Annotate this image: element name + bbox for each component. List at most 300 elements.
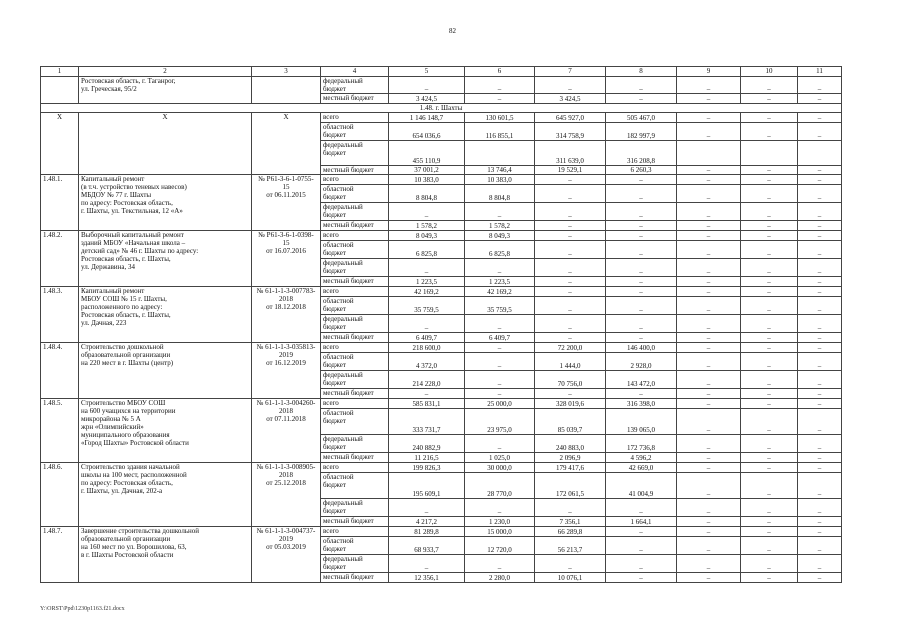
funding-source: областной бюджет <box>321 409 389 435</box>
amount-cell: 1 146 148,7 <box>389 113 465 123</box>
amount-cell: – <box>741 527 798 537</box>
amount-cell: – <box>465 343 535 353</box>
funding-source: местный бюджет <box>321 389 389 399</box>
funding-source: всего <box>321 113 389 123</box>
amount-cell: – <box>741 537 798 555</box>
amount-cell: 42 169,2 <box>389 287 465 297</box>
amount-cell: 30 000,0 <box>465 463 535 473</box>
amount-cell <box>798 141 842 166</box>
amount-cell: 8 804,8 <box>389 185 465 203</box>
funding-source: всего <box>321 343 389 353</box>
amount-cell: – <box>798 399 842 409</box>
amount-cell: – <box>741 371 798 389</box>
amount-cell: – <box>798 453 842 463</box>
item-name: Строительство МБОУ СОШ на 600 учащихся на территории микрорайона № 5 А жрн «Олимпийский» муниципального образования «Город Шахты» Ростовской области <box>79 399 252 463</box>
amount-cell: – <box>606 185 677 203</box>
amount-cell: – <box>535 297 606 315</box>
item-name: Выборочный капитальный ремонт зданий МБОУ «Начальная школа – детский сад» № 46 г. Шахты по адресу: Ростовская область, г. Шахты, ул. Державина, 34 <box>79 231 252 287</box>
amount-cell: 6 825,8 <box>465 241 535 259</box>
amount-cell: 66 289,8 <box>535 527 606 537</box>
amount-cell: 146 400,0 <box>606 343 677 353</box>
amount-cell: – <box>677 473 741 499</box>
column-number: 4 <box>321 67 389 77</box>
amount-cell: – <box>677 499 741 517</box>
amount-cell: – <box>798 77 842 94</box>
amount-cell: 316 208,8 <box>606 141 677 166</box>
amount-cell: – <box>741 277 798 287</box>
amount-cell: – <box>465 435 535 453</box>
amount-cell: 11 216,5 <box>389 453 465 463</box>
funding-source: федеральный бюджет <box>321 315 389 333</box>
item-number <box>41 77 79 104</box>
amount-cell: 6 260,3 <box>606 166 677 175</box>
amount-cell: – <box>677 573 741 583</box>
amount-cell: 314 758,9 <box>535 123 606 141</box>
amount-cell: – <box>798 473 842 499</box>
amount-cell: – <box>606 389 677 399</box>
table-row <box>41 527 842 537</box>
amount-cell: – <box>798 463 842 473</box>
amount-cell: – <box>606 203 677 221</box>
amount-cell: 72 200,0 <box>535 343 606 353</box>
amount-cell: 1 578,2 <box>389 221 465 231</box>
column-number: 3 <box>252 67 321 77</box>
amount-cell: – <box>677 113 741 123</box>
amount-cell: – <box>798 259 842 277</box>
amount-cell: – <box>677 231 741 241</box>
item-number: Х <box>41 113 79 175</box>
amount-cell: – <box>606 259 677 277</box>
table-row <box>41 113 842 123</box>
amount-cell: 6 409,7 <box>465 333 535 343</box>
amount-cell: – <box>606 315 677 333</box>
column-number: 1 <box>41 67 79 77</box>
amount-cell: – <box>677 123 741 141</box>
amount-cell: 172 736,8 <box>606 435 677 453</box>
budget-table <box>40 66 842 583</box>
section-title-row <box>41 104 842 113</box>
amount-cell: 42 669,0 <box>606 463 677 473</box>
amount-cell: 645 927,0 <box>535 113 606 123</box>
funding-source: областной бюджет <box>321 297 389 315</box>
amount-cell: 130 601,5 <box>465 113 535 123</box>
amount-cell: 2 096,9 <box>535 453 606 463</box>
amount-cell: – <box>741 175 798 185</box>
amount-cell: 2 928,0 <box>606 353 677 371</box>
item-name: Х <box>79 113 252 175</box>
item-name: Завершение строительства дошкольной образовательной организации на 160 мест по ул. Ворошилова, 63, в г. Шахты Ростовской области <box>79 527 252 583</box>
column-number: 7 <box>535 67 606 77</box>
amount-cell: 23 975,0 <box>465 409 535 435</box>
amount-cell: – <box>798 527 842 537</box>
item-document: № Р61-3-6-1-0398- 15 от 16.07.2016 <box>252 231 321 287</box>
amount-cell: – <box>677 241 741 259</box>
amount-cell: – <box>741 166 798 175</box>
amount-cell: 10 076,1 <box>535 573 606 583</box>
amount-cell: – <box>741 77 798 94</box>
amount-cell: – <box>798 287 842 297</box>
amount-cell: – <box>535 333 606 343</box>
amount-cell: – <box>677 537 741 555</box>
funding-source: федеральный бюджет <box>321 371 389 389</box>
amount-cell: 7 356,1 <box>535 517 606 527</box>
amount-cell: – <box>798 277 842 287</box>
amount-cell: – <box>741 241 798 259</box>
amount-cell: 199 826,3 <box>389 463 465 473</box>
item-document: № 61-1-1-3-008905- 2018 от 25.12.2018 <box>252 463 321 527</box>
amount-cell: 41 004,9 <box>606 473 677 499</box>
funding-source: всего <box>321 463 389 473</box>
amount-cell: – <box>389 499 465 517</box>
amount-cell: – <box>741 343 798 353</box>
amount-cell: 182 997,9 <box>606 123 677 141</box>
amount-cell: – <box>677 277 741 287</box>
funding-source: всего <box>321 287 389 297</box>
amount-cell: 70 756,0 <box>535 371 606 389</box>
amount-cell: – <box>606 499 677 517</box>
amount-cell: – <box>389 203 465 221</box>
amount-cell: – <box>677 297 741 315</box>
item-name: Капитальный ремонт (в т.ч. устройство теневых навесов) МБДОУ № 77 г. Шахты по адресу: Ростовская область, г. Шахты, ул. Текстильная, 12 «А» <box>79 175 252 231</box>
item-name: Строительство здания начальной школы на 100 мест, расположенной по адресу: Ростовская область, г. Шахты, ул. Дачная, 202-а <box>79 463 252 527</box>
amount-cell: – <box>741 435 798 453</box>
column-number: 5 <box>389 67 465 77</box>
amount-cell: 505 467,0 <box>606 113 677 123</box>
amount-cell: 8 804,8 <box>465 185 535 203</box>
amount-cell: – <box>741 297 798 315</box>
item-document: № 61-1-1-3-035813- 2019 от 16.12.2019 <box>252 343 321 399</box>
amount-cell: 68 933,7 <box>389 537 465 555</box>
table-row <box>41 343 842 353</box>
amount-cell: – <box>798 221 842 231</box>
amount-cell: – <box>535 231 606 241</box>
amount-cell: – <box>741 333 798 343</box>
amount-cell: 1 664,1 <box>606 517 677 527</box>
item-name: Капитальный ремонт МБОУ СОШ № 15 г. Шахты, расположенного по адресу: Ростовская область, г. Шахты, ул. Дачная, 223 <box>79 287 252 343</box>
column-number: 6 <box>465 67 535 77</box>
table-row <box>41 175 842 185</box>
amount-cell: – <box>677 517 741 527</box>
funding-source: всего <box>321 399 389 409</box>
amount-cell: 654 036,6 <box>389 123 465 141</box>
funding-source: областной бюджет <box>321 241 389 259</box>
item-number: 1.48.7. <box>41 527 79 583</box>
amount-cell: – <box>741 555 798 573</box>
amount-cell: – <box>798 315 842 333</box>
amount-cell: – <box>741 499 798 517</box>
item-name: Ростовская область, г. Таганрог, ул. Греческая, 95/2 <box>79 77 252 104</box>
funding-source: областной бюджет <box>321 473 389 499</box>
amount-cell: 139 065,0 <box>606 409 677 435</box>
amount-cell: – <box>677 77 741 94</box>
funding-source: всего <box>321 231 389 241</box>
funding-source: местный бюджет <box>321 277 389 287</box>
item-document: Х <box>252 113 321 175</box>
amount-cell: – <box>465 389 535 399</box>
amount-cell: – <box>389 389 465 399</box>
amount-cell: 3 424,5 <box>535 94 606 104</box>
amount-cell: 13 746,4 <box>465 166 535 175</box>
funding-source: федеральный бюджет <box>321 555 389 573</box>
amount-cell: 179 417,6 <box>535 463 606 473</box>
amount-cell: – <box>741 315 798 333</box>
amount-cell: – <box>798 371 842 389</box>
amount-cell: 311 639,0 <box>535 141 606 166</box>
amount-cell: – <box>606 555 677 573</box>
amount-cell: – <box>389 77 465 94</box>
column-number: 8 <box>606 67 677 77</box>
amount-cell: – <box>798 166 842 175</box>
amount-cell: 240 883,0 <box>535 435 606 453</box>
amount-cell: – <box>677 166 741 175</box>
item-document: № 61-1-1-3-004737- 2019 от 05.03.2019 <box>252 527 321 583</box>
funding-source: федеральный бюджет <box>321 259 389 277</box>
table-row <box>41 463 842 473</box>
amount-cell: 214 228,0 <box>389 371 465 389</box>
amount-cell: – <box>606 175 677 185</box>
amount-cell: – <box>741 463 798 473</box>
funding-source: областной бюджет <box>321 537 389 555</box>
column-number: 2 <box>79 67 252 77</box>
amount-cell: – <box>798 409 842 435</box>
section-title: 1.48. г. Шахты <box>41 104 842 113</box>
funding-source: федеральный бюджет <box>321 499 389 517</box>
amount-cell: – <box>535 241 606 259</box>
amount-cell: 218 600,0 <box>389 343 465 353</box>
funding-source: федеральный бюджет <box>321 77 389 94</box>
amount-cell: 1 578,2 <box>465 221 535 231</box>
amount-cell: – <box>677 175 741 185</box>
amount-cell: – <box>535 221 606 231</box>
amount-cell: – <box>677 333 741 343</box>
funding-source: местный бюджет <box>321 333 389 343</box>
funding-source: федеральный бюджет <box>321 435 389 453</box>
amount-cell: – <box>465 77 535 94</box>
amount-cell: 25 000,0 <box>465 399 535 409</box>
amount-cell: – <box>741 409 798 435</box>
amount-cell: – <box>677 259 741 277</box>
amount-cell: – <box>677 389 741 399</box>
amount-cell: – <box>535 203 606 221</box>
amount-cell: 6 409,7 <box>389 333 465 343</box>
amount-cell: 195 609,1 <box>389 473 465 499</box>
amount-cell: – <box>798 203 842 221</box>
funding-source: федеральный бюджет <box>321 141 389 166</box>
amount-cell: 4 596,2 <box>606 453 677 463</box>
amount-cell: – <box>606 297 677 315</box>
funding-source: местный бюджет <box>321 453 389 463</box>
amount-cell: – <box>677 315 741 333</box>
amount-cell: 10 383,0 <box>389 175 465 185</box>
amount-cell: – <box>606 277 677 287</box>
item-number: 1.48.1. <box>41 175 79 231</box>
amount-cell: 10 383,0 <box>465 175 535 185</box>
funding-source: местный бюджет <box>321 221 389 231</box>
amount-cell: – <box>389 555 465 573</box>
page-number: 82 <box>449 27 456 35</box>
amount-cell: – <box>741 573 798 583</box>
amount-cell: – <box>535 185 606 203</box>
amount-cell: – <box>677 435 741 453</box>
amount-cell <box>677 141 741 166</box>
amount-cell: – <box>798 499 842 517</box>
amount-cell: 116 855,1 <box>465 123 535 141</box>
amount-cell: – <box>535 287 606 297</box>
table-row <box>41 287 842 297</box>
item-number: 1.48.5. <box>41 399 79 463</box>
funding-source: федеральный бюджет <box>321 203 389 221</box>
amount-cell: – <box>798 231 842 241</box>
funding-source: областной бюджет <box>321 123 389 141</box>
amount-cell: – <box>677 555 741 573</box>
amount-cell: – <box>741 453 798 463</box>
table-row <box>41 399 842 409</box>
amount-cell: – <box>798 297 842 315</box>
amount-cell: – <box>798 94 842 104</box>
amount-cell: – <box>677 94 741 104</box>
amount-cell: – <box>389 315 465 333</box>
amount-cell: – <box>741 259 798 277</box>
amount-cell: – <box>677 399 741 409</box>
amount-cell: – <box>741 94 798 104</box>
amount-cell: 1 025,0 <box>465 453 535 463</box>
amount-cell: – <box>465 353 535 371</box>
amount-cell: – <box>677 371 741 389</box>
amount-cell: – <box>741 517 798 527</box>
amount-cell: – <box>465 94 535 104</box>
item-number: 1.48.3. <box>41 287 79 343</box>
amount-cell: – <box>798 241 842 259</box>
amount-cell: 12 356,1 <box>389 573 465 583</box>
amount-cell: – <box>798 185 842 203</box>
amount-cell: 328 019,6 <box>535 399 606 409</box>
table-row <box>41 231 842 241</box>
amount-cell: – <box>677 463 741 473</box>
funding-source: местный бюджет <box>321 94 389 104</box>
amount-cell: – <box>465 499 535 517</box>
amount-cell: 172 061,5 <box>535 473 606 499</box>
amount-cell: – <box>535 77 606 94</box>
amount-cell: – <box>677 527 741 537</box>
amount-cell: – <box>741 231 798 241</box>
item-document: № 61-1-1-3-004260- 2018 от 07.11.2018 <box>252 399 321 463</box>
amount-cell: 2 280,0 <box>465 573 535 583</box>
file-path-footer: Y:\ORST\Ppd\1230p1163.f21.docx <box>40 606 125 612</box>
amount-cell: 1 223,5 <box>465 277 535 287</box>
amount-cell: 1 223,5 <box>389 277 465 287</box>
amount-cell: – <box>535 277 606 287</box>
amount-cell: – <box>677 185 741 203</box>
amount-cell: 56 213,7 <box>535 537 606 555</box>
amount-cell: – <box>465 371 535 389</box>
funding-source: областной бюджет <box>321 185 389 203</box>
funding-source: областной бюджет <box>321 353 389 371</box>
amount-cell: – <box>535 555 606 573</box>
amount-cell: 455 110,9 <box>389 141 465 166</box>
amount-cell: – <box>606 221 677 231</box>
amount-cell: 240 882,9 <box>389 435 465 453</box>
amount-cell <box>741 141 798 166</box>
amount-cell: – <box>741 473 798 499</box>
item-document <box>252 77 321 104</box>
amount-cell: – <box>389 259 465 277</box>
amount-cell: – <box>465 555 535 573</box>
item-number: 1.48.2. <box>41 231 79 287</box>
amount-cell: – <box>677 203 741 221</box>
amount-cell: – <box>741 287 798 297</box>
amount-cell: – <box>535 499 606 517</box>
amount-cell: – <box>606 527 677 537</box>
amount-cell: – <box>677 353 741 371</box>
amount-cell: 4 372,0 <box>389 353 465 371</box>
item-document: № 61-1-1-3-007783- 2018 от 18.12.2018 <box>252 287 321 343</box>
amount-cell: – <box>535 175 606 185</box>
amount-cell: – <box>606 537 677 555</box>
amount-cell: – <box>677 453 741 463</box>
amount-cell: – <box>741 185 798 203</box>
amount-cell: – <box>798 353 842 371</box>
amount-cell: – <box>465 259 535 277</box>
amount-cell: – <box>798 517 842 527</box>
amount-cell: – <box>606 287 677 297</box>
funding-source: всего <box>321 527 389 537</box>
amount-cell: – <box>798 175 842 185</box>
amount-cell: – <box>606 77 677 94</box>
amount-cell: – <box>798 537 842 555</box>
amount-cell: 143 472,0 <box>606 371 677 389</box>
funding-source: всего <box>321 175 389 185</box>
funding-source: местный бюджет <box>321 517 389 527</box>
table-row <box>41 77 842 94</box>
amount-cell: – <box>741 203 798 221</box>
amount-cell: – <box>798 555 842 573</box>
amount-cell: 42 169,2 <box>465 287 535 297</box>
funding-source: местный бюджет <box>321 166 389 175</box>
amount-cell: – <box>798 343 842 353</box>
amount-cell: 35 759,5 <box>465 297 535 315</box>
amount-cell: 15 000,0 <box>465 527 535 537</box>
amount-cell: 28 770,0 <box>465 473 535 499</box>
amount-cell: 19 529,1 <box>535 166 606 175</box>
amount-cell: – <box>741 123 798 141</box>
amount-cell: 1 230,0 <box>465 517 535 527</box>
amount-cell: 316 398,0 <box>606 399 677 409</box>
amount-cell: 85 039,7 <box>535 409 606 435</box>
amount-cell: 8 049,3 <box>465 231 535 241</box>
amount-cell: – <box>798 573 842 583</box>
amount-cell: – <box>606 231 677 241</box>
amount-cell: 333 731,7 <box>389 409 465 435</box>
amount-cell: – <box>741 221 798 231</box>
amount-cell: – <box>741 113 798 123</box>
amount-cell: – <box>798 389 842 399</box>
amount-cell: – <box>741 353 798 371</box>
amount-cell: 37 001,2 <box>389 166 465 175</box>
amount-cell <box>465 141 535 166</box>
amount-cell: – <box>606 333 677 343</box>
amount-cell: – <box>798 333 842 343</box>
amount-cell: 81 289,8 <box>389 527 465 537</box>
item-number: 1.48.4. <box>41 343 79 399</box>
column-number: 10 <box>741 67 798 77</box>
amount-cell: – <box>798 113 842 123</box>
amount-cell: 3 424,5 <box>389 94 465 104</box>
amount-cell: – <box>677 343 741 353</box>
amount-cell: – <box>677 409 741 435</box>
amount-cell: – <box>465 315 535 333</box>
column-number: 9 <box>677 67 741 77</box>
amount-cell: – <box>741 389 798 399</box>
